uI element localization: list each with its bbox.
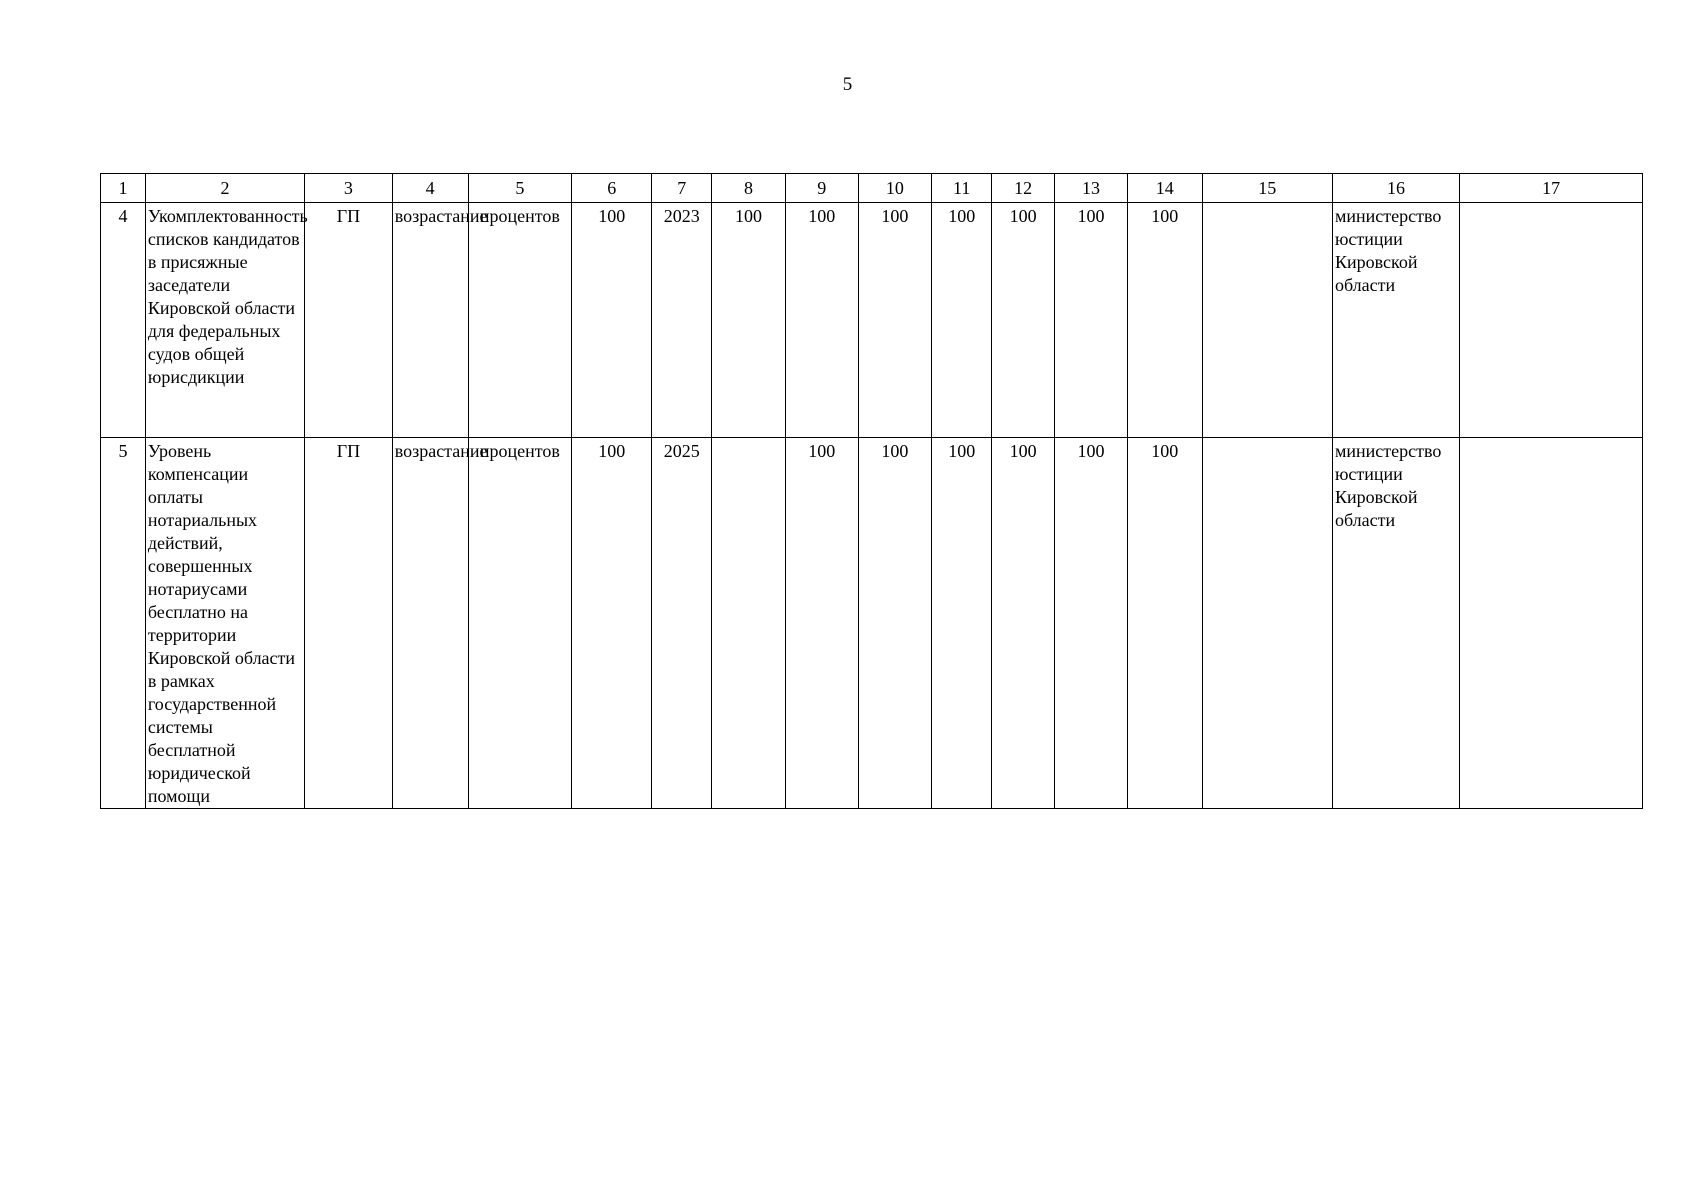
header-cell: 7 <box>652 174 712 203</box>
page-number: 5 <box>842 74 853 95</box>
row-number: 5 <box>101 438 146 809</box>
header-cell: 12 <box>992 174 1055 203</box>
trend-cell: возрастание <box>392 438 468 809</box>
value-cell <box>1460 203 1643 438</box>
base-year-cell: 2023 <box>652 203 712 438</box>
source-cell: ГП <box>305 438 393 809</box>
value-cell: 100 <box>1127 203 1202 438</box>
header-cell: 13 <box>1055 174 1128 203</box>
value-cell: 100 <box>1127 438 1202 809</box>
value-cell: 100 <box>992 438 1055 809</box>
value-cell: 100 <box>1055 438 1128 809</box>
base-year-cell: 2025 <box>652 438 712 809</box>
value-cell: 100 <box>932 203 992 438</box>
header-cell: 6 <box>572 174 652 203</box>
header-cell: 17 <box>1460 174 1643 203</box>
value-cell <box>1460 438 1643 809</box>
row-number: 4 <box>101 203 146 438</box>
responsible-cell: министерство юстиции Кировской области <box>1332 438 1459 809</box>
value-cell: 100 <box>992 203 1055 438</box>
base-value-cell: 100 <box>572 438 652 809</box>
header-cell: 5 <box>468 174 572 203</box>
header-cell: 2 <box>145 174 304 203</box>
header-cell: 14 <box>1127 174 1202 203</box>
header-cell: 3 <box>305 174 393 203</box>
value-cell: 100 <box>932 438 992 809</box>
value-cell <box>712 438 786 809</box>
value-cell: 100 <box>785 203 858 438</box>
value-cell: 100 <box>858 438 932 809</box>
value-cell <box>1202 438 1332 809</box>
value-cell: 100 <box>1055 203 1128 438</box>
value-cell: 100 <box>785 438 858 809</box>
header-cell: 16 <box>1332 174 1459 203</box>
value-cell: 100 <box>712 203 786 438</box>
header-cell: 11 <box>932 174 992 203</box>
header-cell: 9 <box>785 174 858 203</box>
header-cell: 1 <box>101 174 146 203</box>
table-row <box>101 438 1643 809</box>
unit-cell: процентов <box>468 203 572 438</box>
source-cell: ГП <box>305 203 393 438</box>
indicator-name: Уровень компенсации оплаты нотариальных действий, совершенных нотариусами бесплатно на территории Кировской области в рамках государственной системы бесплатной юридической помощи <box>145 438 304 809</box>
table-header-row <box>101 174 1643 203</box>
unit-cell: процентов <box>468 438 572 809</box>
header-cell: 8 <box>712 174 786 203</box>
header-cell: 4 <box>392 174 468 203</box>
header-cell: 15 <box>1202 174 1332 203</box>
base-value-cell: 100 <box>572 203 652 438</box>
value-cell <box>1202 203 1332 438</box>
value-cell: 100 <box>858 203 932 438</box>
trend-cell: возрастание <box>392 203 468 438</box>
table-row <box>101 203 1643 438</box>
indicators-table <box>100 173 1643 809</box>
header-cell: 10 <box>858 174 932 203</box>
indicator-name: Укомплектованность списков кандидатов в присяжные заседатели Кировской области для федеральных судов общей юрисдикции <box>145 203 304 438</box>
responsible-cell: министерство юстиции Кировской области <box>1332 203 1459 438</box>
